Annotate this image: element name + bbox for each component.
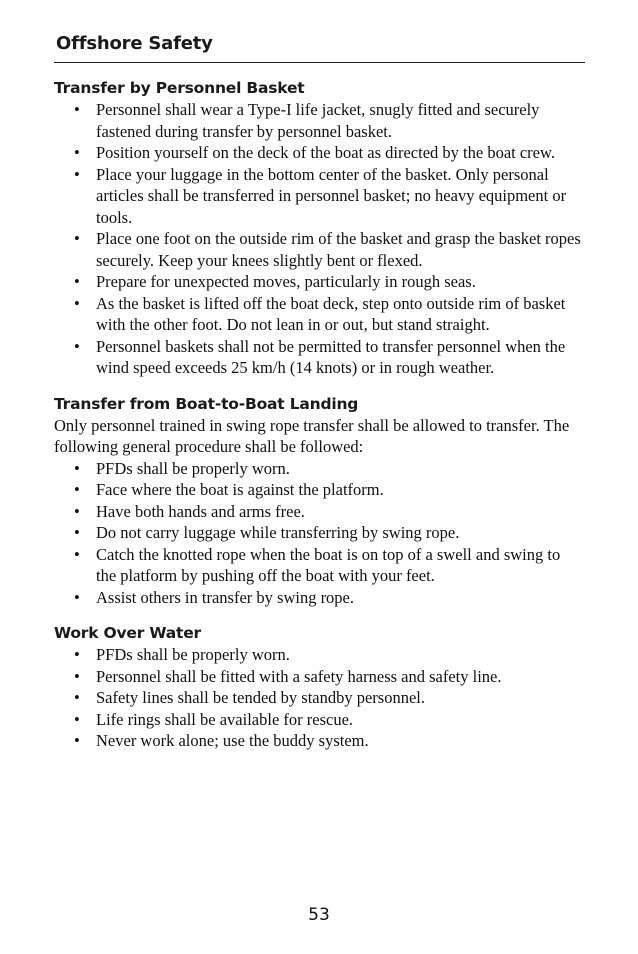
list-item	[54, 142, 584, 164]
section-heading: Transfer by Personnel Basket	[54, 79, 305, 97]
list-item	[54, 730, 584, 752]
section-heading: Transfer from Boat-to-Boat Landing	[54, 394, 359, 413]
list-item-text: Catch the knotted rope when the boat is on top of a swell and swing to the platform by pushing off the boat with your feet.	[96, 544, 561, 585]
list-item	[54, 228, 584, 271]
bullet-icon: •	[74, 544, 80, 564]
list-item	[54, 479, 584, 501]
bullet-icon: •	[74, 731, 80, 750]
bullet-icon: •	[74, 100, 80, 119]
bullet-icon: •	[74, 480, 80, 499]
bullet-icon: •	[74, 143, 80, 162]
section-work-over-water	[54, 622, 584, 752]
list-item-text: Position yourself on the deck of the boat as directed by the boat crew.	[96, 143, 555, 162]
bullet-icon: •	[74, 229, 80, 248]
bullet-icon: •	[74, 501, 80, 521]
bullet-icon: •	[74, 666, 80, 686]
bullet-icon: •	[74, 523, 80, 542]
list-item	[54, 501, 584, 523]
bullet-icon: •	[74, 688, 80, 707]
list-item-text: PFDs shall be properly worn.	[96, 645, 290, 664]
page-content	[54, 77, 584, 766]
section-boat-to-boat	[54, 393, 584, 609]
list-item-text: Safety lines shall be tended by standby personnel.	[96, 688, 426, 707]
list-item-text: Place one foot on the outside rim of the basket and grasp the basket ropes securely. Keep your knees slightly bent or flexed.	[96, 229, 581, 270]
list-item-text: Personnel shall be fitted with a safety harness and safety line.	[96, 666, 502, 686]
list-item-text: Face where the boat is against the platform.	[96, 480, 384, 499]
bullet-icon: •	[74, 272, 80, 291]
list-item	[54, 544, 584, 587]
list-item-text: As the basket is lifted off the boat deck, step onto outside rim of basket with the other foot. Do not lean in or out, but stand straight.	[96, 293, 566, 334]
bullet-list	[54, 458, 584, 609]
list-item-text: Life rings shall be available for rescue.	[96, 709, 354, 729]
list-item-text: Place your luggage in the bottom center of the basket. Only personal articles shall be transferred in personnel basket; no heavy equipment or tools.	[96, 164, 567, 227]
bullet-list	[54, 99, 584, 379]
list-item-text: Prepare for unexpected moves, particularly in rough seas.	[96, 272, 476, 291]
header-divider	[54, 62, 585, 63]
bullet-icon: •	[74, 164, 80, 184]
section-intro: Only personnel trained in swing rope transfer shall be allowed to transfer. The following general procedure shall be followed:	[54, 415, 570, 456]
running-header-title: Offshore Safety	[56, 33, 213, 54]
bullet-icon: •	[74, 709, 80, 729]
list-item	[54, 336, 584, 379]
bullet-icon: •	[74, 645, 80, 664]
section-heading: Work Over Water	[54, 624, 201, 642]
list-item-text: Never work alone; use the buddy system.	[96, 731, 369, 750]
list-item-text: Have both hands and arms free.	[96, 501, 305, 521]
bullet-icon: •	[74, 336, 80, 356]
list-item	[54, 709, 584, 731]
bullet-list	[54, 644, 584, 752]
list-item-text: Personnel baskets shall not be permitted to transfer personnel when the wind speed exceeds 25 km/h (14 knots) or in rough weather.	[96, 336, 566, 377]
list-item	[54, 687, 584, 709]
list-item	[54, 164, 584, 229]
page-number: 53	[308, 905, 330, 925]
bullet-icon: •	[74, 458, 80, 478]
section-personnel-basket	[54, 77, 584, 379]
list-item	[54, 271, 584, 293]
list-item	[54, 666, 584, 688]
bullet-icon: •	[74, 293, 80, 313]
list-item	[54, 293, 584, 336]
list-item	[54, 458, 584, 480]
list-item-text: PFDs shall be properly worn.	[96, 458, 290, 478]
list-item	[54, 99, 584, 142]
list-item-text: Assist others in transfer by swing rope.	[96, 587, 355, 607]
list-item-text: Do not carry luggage while transferring by swing rope.	[96, 523, 460, 542]
bullet-icon: •	[74, 587, 80, 607]
list-item-text: Personnel shall wear a Type-I life jacket, snugly fitted and securely fastened during transfer by personnel basket.	[96, 100, 540, 141]
list-item	[54, 644, 584, 666]
list-item	[54, 522, 584, 544]
list-item	[54, 587, 584, 609]
